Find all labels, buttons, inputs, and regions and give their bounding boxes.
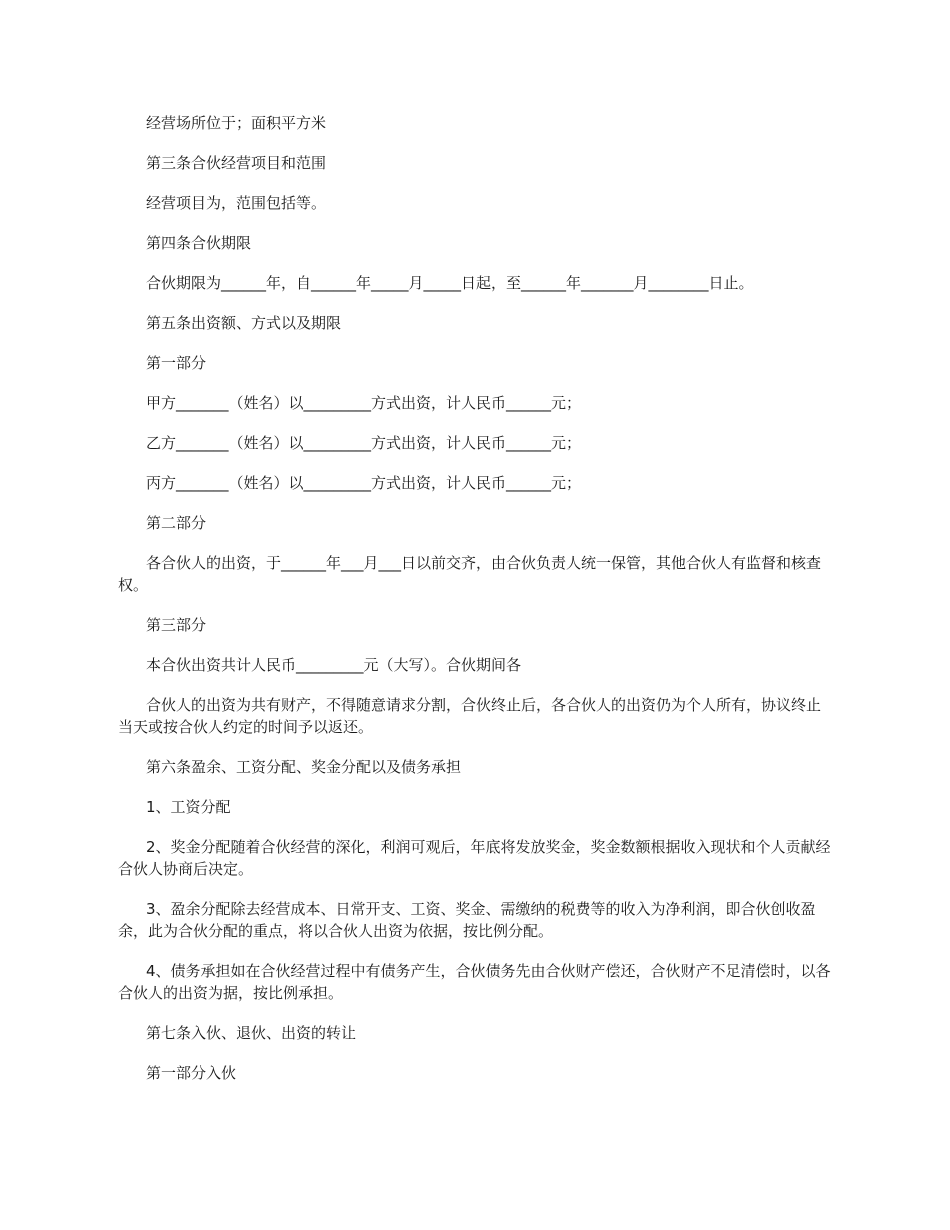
section-heading: 第七条入伙、退伙、出资的转让 bbox=[146, 1024, 357, 1042]
subsection-heading: 第三部分 bbox=[146, 616, 207, 634]
paragraph: 经营项目为，范围包括等。 bbox=[146, 194, 327, 212]
section-heading: 第四条合伙期限 bbox=[146, 234, 252, 252]
subsection-heading: 第一部分 bbox=[146, 354, 207, 372]
paragraph: 3、盈余分配除去经营成本、日常开支、工资、奖金、需缴纳的税费等的收入为净利润，即合伙创收盈余，此为合伙分配的重点，将以合伙人出资为依据，按比例分配。 bbox=[118, 900, 816, 940]
paragraph: 甲方_______（姓名）以_________方式出资，计人民币______元； bbox=[146, 394, 582, 412]
subsection-heading: 第一部分入伙 bbox=[146, 1064, 237, 1082]
paragraph: 乙方_______（姓名）以_________方式出资，计人民币______元； bbox=[146, 434, 582, 452]
section-heading: 第五条出资额、方式以及期限 bbox=[146, 314, 342, 332]
paragraph: 合伙期限为______年，自______年_____月_____日起，至______年_______月________日止。 bbox=[146, 274, 754, 292]
paragraph: 1、工资分配 bbox=[146, 798, 231, 816]
section-heading: 第六条盈余、工资分配、奖金分配以及债务承担 bbox=[146, 758, 462, 776]
paragraph: 2、奖金分配随着合伙经营的深化，利润可观后，年底将发放奖金，奖金数额根据收入现状和个人贡献经合伙人协商后决定。 bbox=[118, 838, 831, 878]
paragraph: 4、债务承担如在合伙经营过程中有债务产生，合伙债务先由合伙财产偿还，合伙财产不足清偿时，以各合伙人的出资为据，按比例承担。 bbox=[118, 962, 831, 1002]
paragraph: 各合伙人的出资，于______年___月___日以前交齐，由合伙负责人统一保管，其他合伙人有监督和核查权。 bbox=[118, 554, 822, 594]
subsection-heading: 第二部分 bbox=[146, 514, 207, 532]
document-body bbox=[118, 112, 834, 1102]
section-heading: 第三条合伙经营项目和范围 bbox=[146, 154, 327, 172]
paragraph: 本合伙出资共计人民币_________元（大写）。合伙期间各 bbox=[146, 656, 522, 674]
paragraph: 经营场所位于；面积平方米 bbox=[146, 114, 327, 132]
paragraph: 合伙人的出资为共有财产，不得随意请求分割，合伙终止后，各合伙人的出资仍为个人所有，协议终止当天或按合伙人约定的时间予以返还。 bbox=[118, 696, 822, 736]
paragraph: 丙方_______（姓名）以_________方式出资，计人民币______元； bbox=[146, 474, 582, 492]
